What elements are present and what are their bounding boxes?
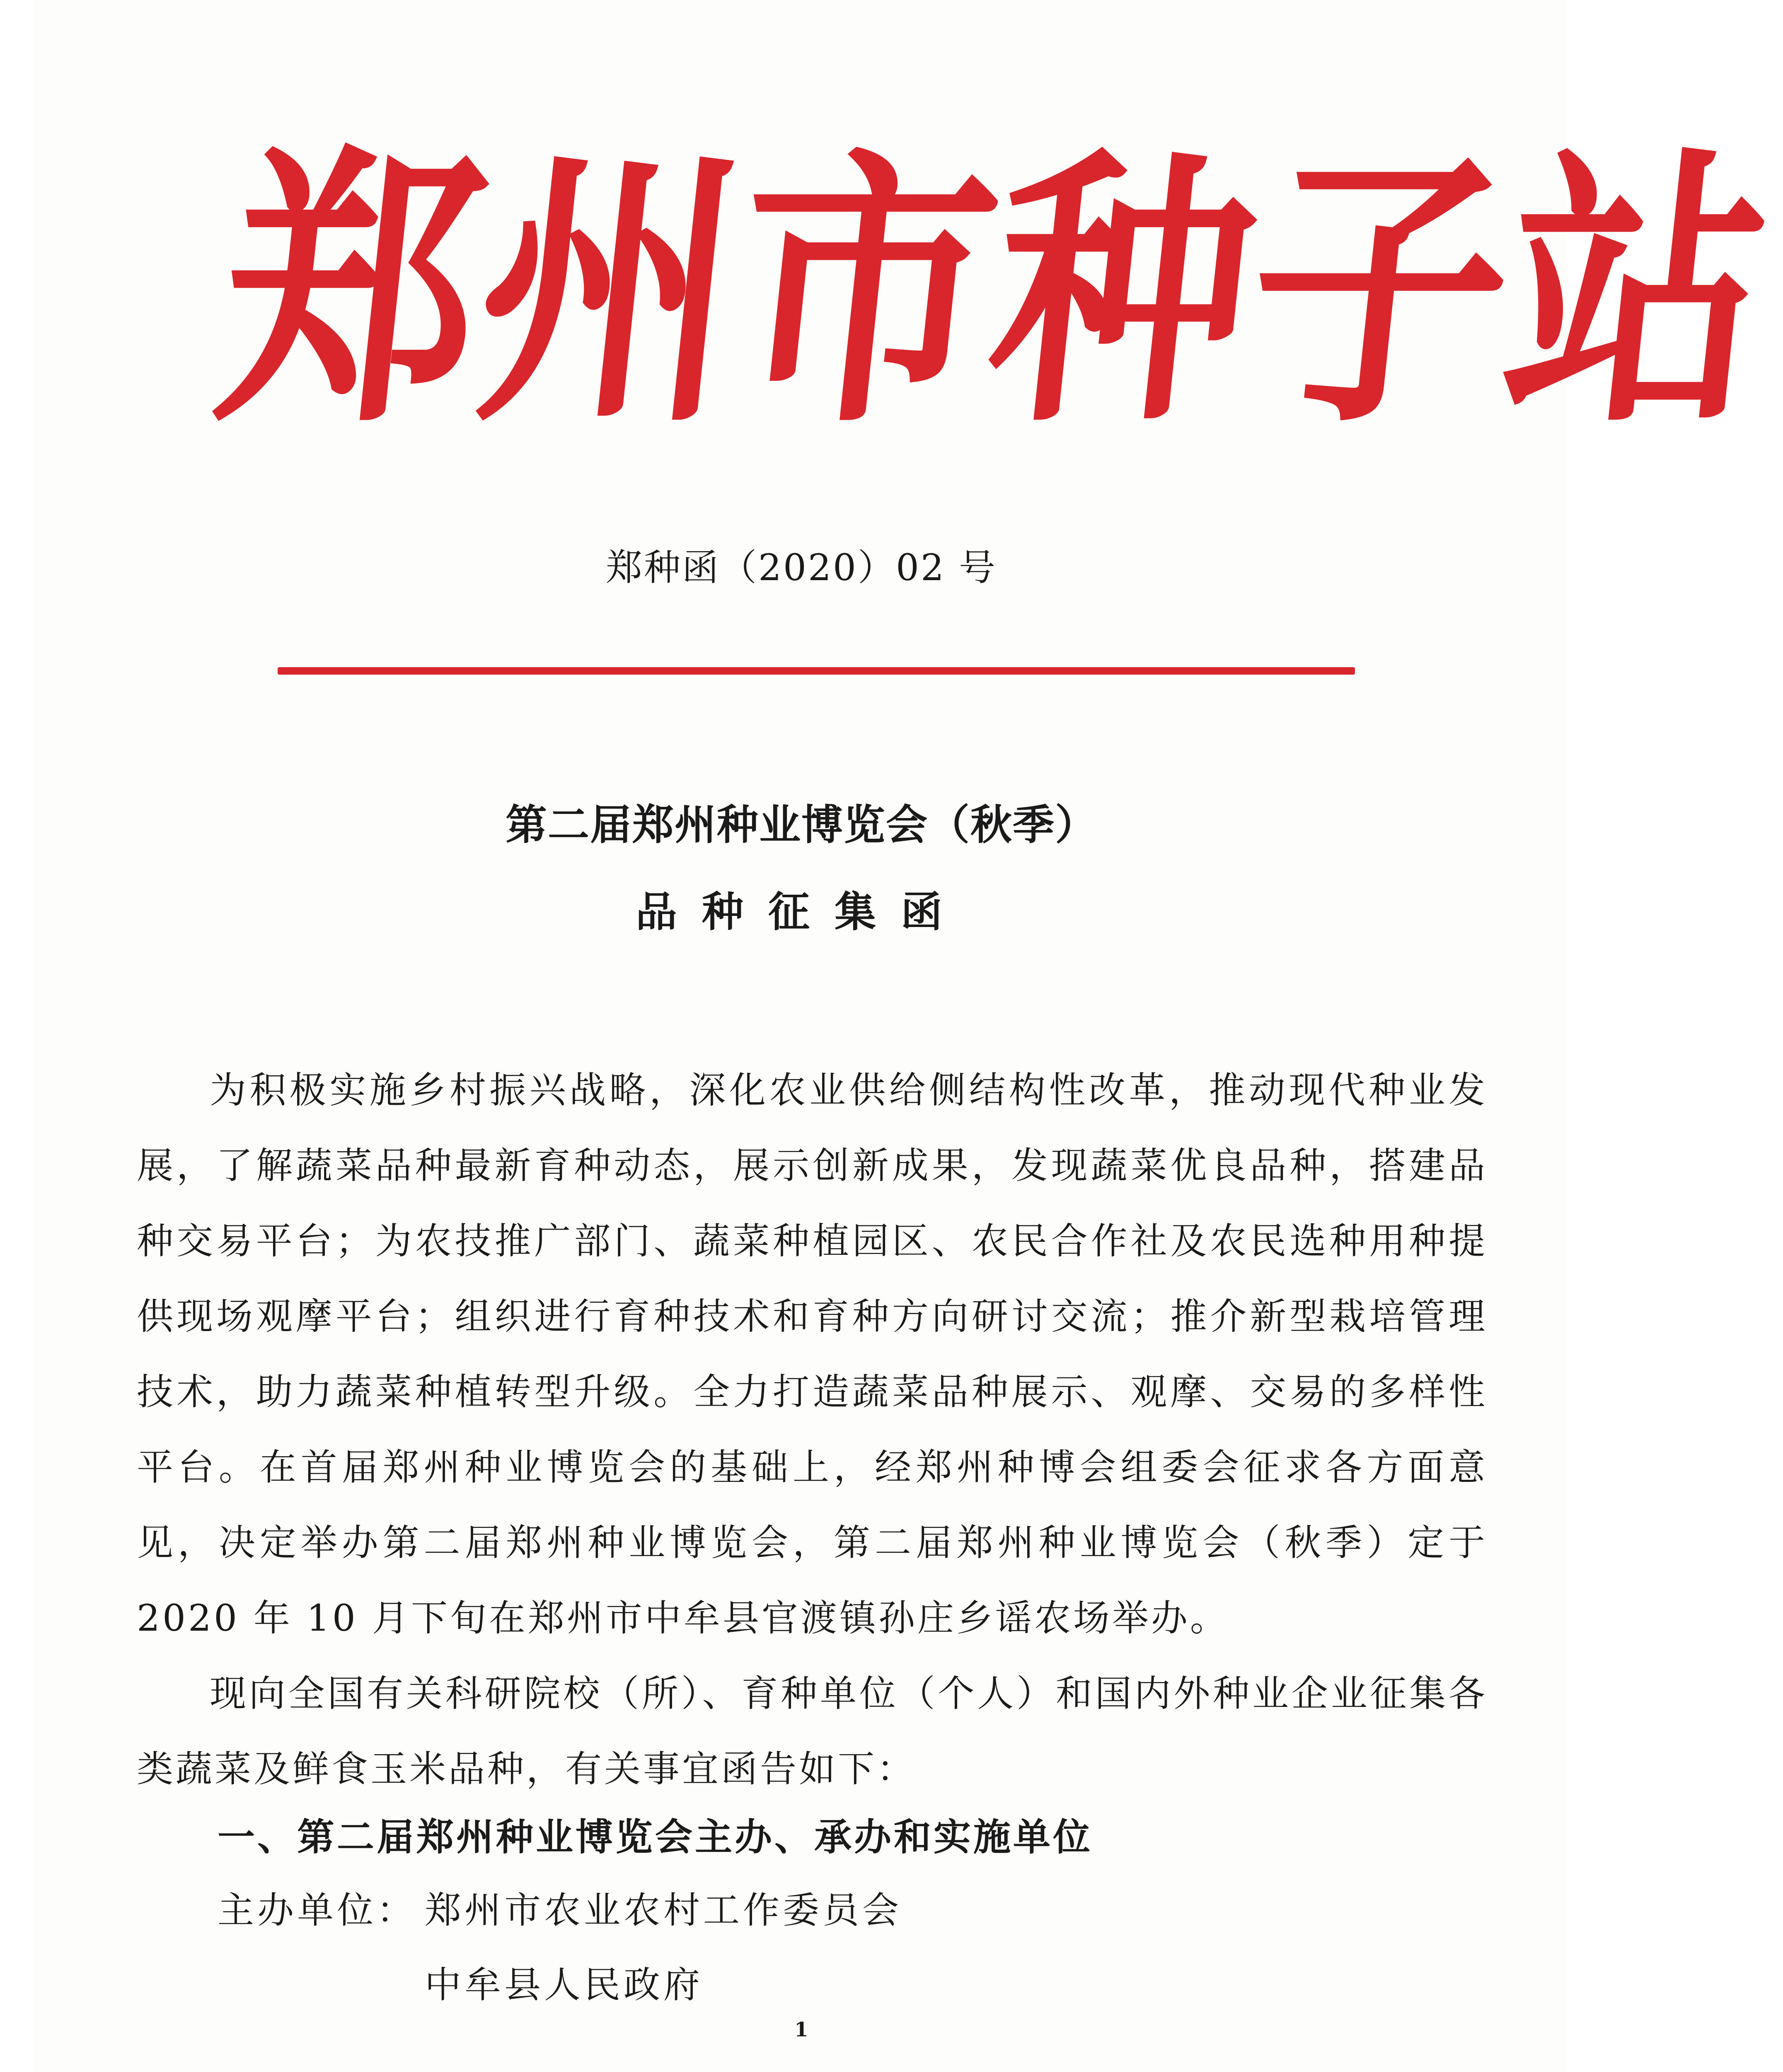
body-paragraph: 为积极实施乡村振兴战略，深化农业供给侧结构性改革，推动现代种业发展，了解蔬菜品种最新育种动态，展示创新成果，发现蔬菜优良品种，搭建品种交易平台；为农技推广部门、蔬菜种植园区、农民合作社及农民选种用种提供现场观摩平台；组织进行育种技术和育种方向研讨交流；推介新型栽培管理技术，助力蔬菜种植转型升级。全力打造蔬菜品种展示、观摩、交易的多样性平台。在首届郑州种业博览会的基础上，经郑州种博会组委会征求各方面意见，决定举办第二届郑州种业博览会，第二届郑州种业博览会（秋季）定于 2020 年 10 月下旬在郑州市中牟县官渡镇孙庄乡谣农场举办。 <box>137 1069 1488 1639</box>
letterhead-char: 子 <box>1234 126 1526 462</box>
document-subtitle: 品种征集函 <box>636 888 967 936</box>
document-number: 郑种函（2020）02 号 <box>606 546 997 589</box>
section-heading: 一、第二届郑州种业博览会主办、承办和实施单位 <box>218 1815 1093 1859</box>
host-label: 主办单位： <box>218 1889 417 1932</box>
body-text <box>137 1053 1488 1807</box>
letterhead-char: 郑 <box>206 126 498 462</box>
host-organization: 郑州市农业农村工作委员会 <box>425 1889 902 1932</box>
document-title: 第二届郑州种业博览会（秋季） <box>506 801 1097 849</box>
org-letterhead-title <box>206 126 1783 462</box>
letterhead-char: 市 <box>720 126 1012 462</box>
red-divider-line <box>278 667 1355 675</box>
letterhead-char: 种 <box>977 126 1269 462</box>
letterhead-char: 站 <box>1490 126 1783 462</box>
host-organization: 中牟县人民政府 <box>425 1963 704 2006</box>
page-number: 1 <box>794 2018 808 2041</box>
body-paragraph: 现向全国有关科研院校（所）、育种单位（个人）和国内外种业企业征集各类蔬菜及鲜食玉米品种，有关事宜函告如下： <box>137 1672 1488 1790</box>
letterhead-char: 州 <box>463 126 755 462</box>
